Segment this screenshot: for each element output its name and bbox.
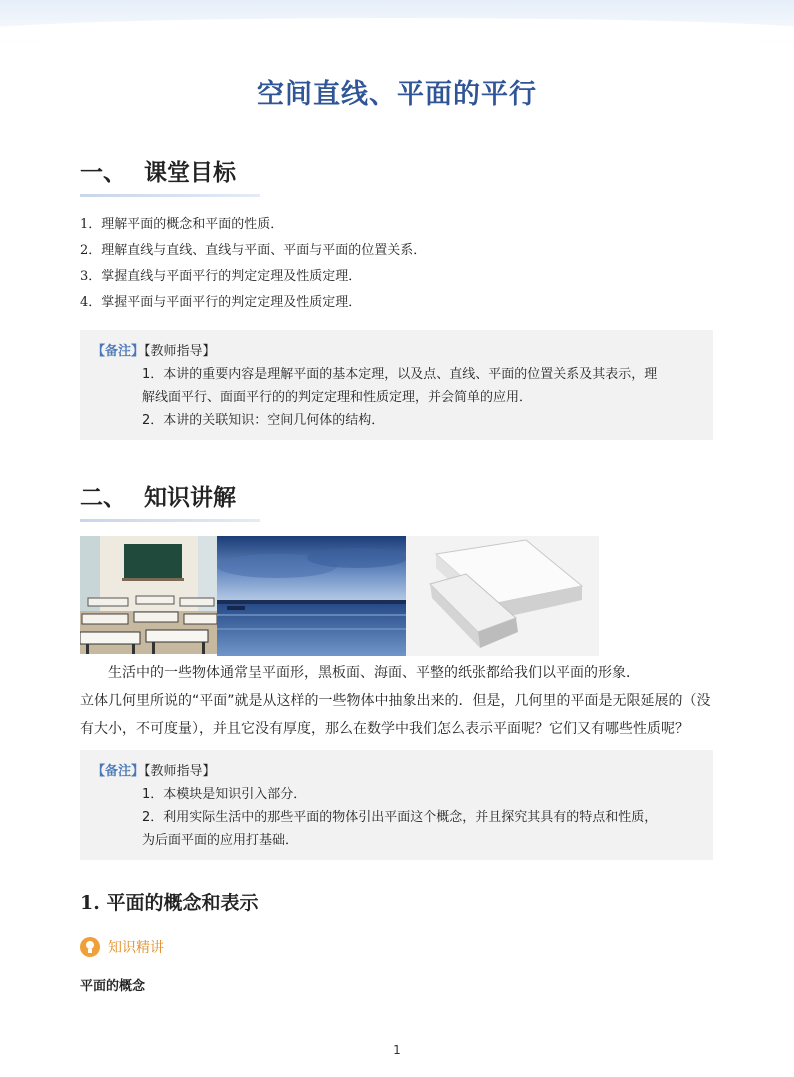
teacher-note-box xyxy=(80,330,713,440)
paragraph: 生活中的一些物体通常呈平面形，黑板面、海面、平整的纸张都给我们以平面的形象． xyxy=(108,665,640,681)
note-heading: 【教师指导】 xyxy=(144,764,216,779)
section-label: 课堂目标 xyxy=(144,160,236,186)
classroom-image xyxy=(80,536,217,654)
header-decoration xyxy=(0,0,794,44)
note-line: 2．本讲的关联知识：空间几何体的结构． xyxy=(142,413,385,428)
note-line: 为后面平面的应用打基础． xyxy=(142,833,299,848)
section-underline xyxy=(80,519,260,522)
knowledge-tag xyxy=(80,936,164,958)
paragraph: 有大小，不可度量），并且它没有厚度，那么在数学中我们怎么表示平面呢？它们又有哪些性质呢？ xyxy=(80,721,689,737)
note-line: 1．本讲的重要内容是理解平面的基本定理，以及点、直线、平面的位置关系及其表示，理 xyxy=(142,367,658,382)
section-number: 二、 xyxy=(80,485,126,511)
goal-list xyxy=(80,212,720,316)
lightbulb-icon xyxy=(80,937,100,957)
note-line: 1．本模块是知识引入部分． xyxy=(142,787,307,802)
page-number: 1 xyxy=(393,1043,401,1057)
list-item: 1．理解平面的概念和平面的性质． xyxy=(80,217,284,232)
document-title: 空间直线、平面的平行 xyxy=(257,79,537,110)
sea-image xyxy=(217,536,406,656)
note-tag: 【备注】 xyxy=(92,344,145,359)
list-item: 2．理解直线与直线、直线与平面、平面与平面的位置关系． xyxy=(80,243,427,258)
paper-stack-image xyxy=(406,536,599,656)
section-heading-knowledge xyxy=(80,479,236,512)
list-item: 4．掌握平面与平面平行的判定定理及性质定理． xyxy=(80,295,362,310)
knowledge-label: 知识精讲 xyxy=(108,940,164,956)
section-number: 一、 xyxy=(80,160,126,186)
teacher-note-box xyxy=(80,750,713,860)
note-line: 2．利用实际生活中的那些平面的物体引出平面这个概念，并且探究其具有的特点和性质， xyxy=(142,810,658,825)
note-tag: 【备注】 xyxy=(92,764,145,779)
list-item: 3．掌握直线与平面平行的判定定理及性质定理． xyxy=(80,269,362,284)
note-line: 解线面平行、面面平行的的判定定理和性质定理，并会简单的应用． xyxy=(142,390,533,405)
section-label: 知识讲解 xyxy=(144,485,236,511)
section-heading-goals xyxy=(80,154,236,187)
section-underline xyxy=(80,194,260,197)
paragraph: 立体几何里所说的“平面”就是从这样的一些物体中抽象出来的．但是，几何里的平面是无限延展的（没 xyxy=(80,693,711,709)
note-heading: 【教师指导】 xyxy=(144,344,216,359)
subsection-heading: 1. 平面的概念和表示 xyxy=(80,892,259,914)
concept-label: 平面的概念 xyxy=(80,979,146,994)
